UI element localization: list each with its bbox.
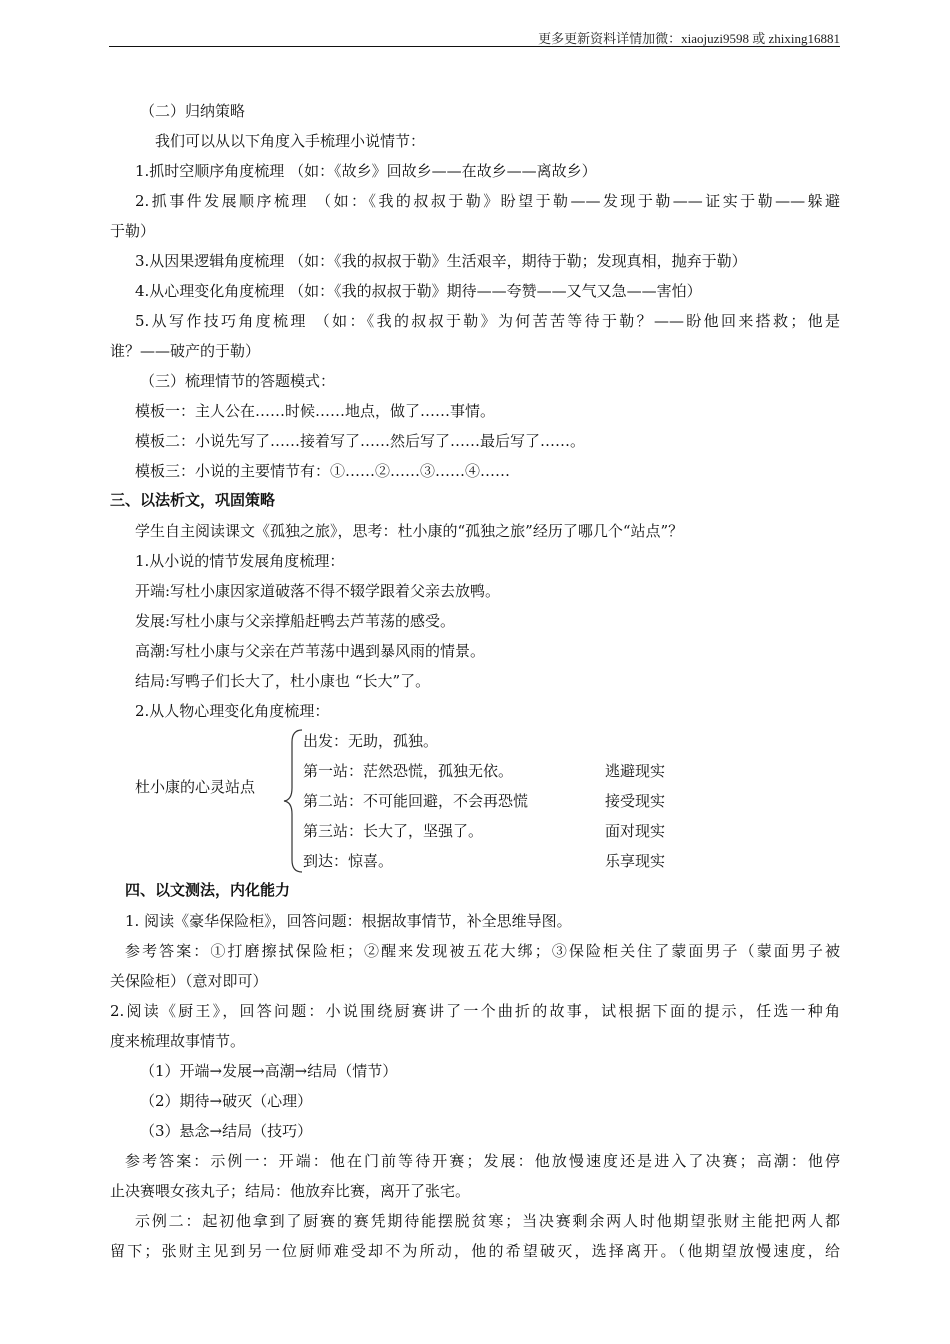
question-2: 2.阅读《厨王》，回答问题：小说围绕厨赛讲了一个曲折的故事，试根据下面的提示，任选一种角: [110, 1002, 840, 1020]
strategy-item-3: 3.从因果逻辑角度梳理 （如：《我的叔叔于勒》生活艰辛，期待于勒；发现真相，抛弃于勒）: [135, 252, 747, 270]
attitude-list: [605, 756, 665, 876]
question-1: 1. 阅读《豪华保险柜》，回答问题：根据故事情节，补全思维导图。: [125, 912, 572, 930]
page-header: 更多更新资料详情加微：xiaojuzi9598 或 zhixing16881: [538, 31, 840, 46]
station-1: 第一站：茫然恐慌，孤独无依。: [303, 762, 514, 780]
answer-example-1-cont: 止决赛喂女孩丸子；结局：他放弃比赛，离开了张宅。: [110, 1182, 471, 1200]
plot-development: 发展:写杜小康与父亲撑船赶鸭去芦苇荡的感受。: [135, 612, 456, 630]
station-start: 出发：无助，孤独。: [303, 732, 439, 750]
strategy-item-5: 5.从写作技巧角度梳理 （如：《我的叔叔于勒》为何苦苦等待于勒？——盼他回来搭救；他是: [135, 312, 840, 330]
hint-1: （1）开端→发展→高潮→结局（情节）: [140, 1062, 398, 1080]
answer-example-2: 示例二：起初他拿到了厨赛的赛凭期待能摆脱贫寒；当决赛剩余两人时他期望张财主能把两人都: [135, 1212, 840, 1230]
header-divider: [109, 46, 840, 47]
document-body: [110, 96, 840, 1266]
station-3: 第三站：长大了，坚强了。: [303, 822, 484, 840]
plot-opening: 开端:写杜小康因家道破落不得不辍学跟着父亲去放鸭。: [135, 582, 501, 600]
station-arrival: 到达：惊喜。: [303, 852, 394, 870]
plot-ending: 结局:写鸭子们长大了，杜小康也 “长大”了。: [135, 672, 431, 690]
question-1-answer: 参考答案：①打磨擦拭保险柜；②醒来发现被五花大绑；③保险柜关住了蒙面男子（蒙面男子被: [125, 942, 840, 960]
strategy-title: （二）归纳策略: [140, 102, 246, 120]
template-1: 模板一：主人公在……时候……地点，做了……事情。: [135, 402, 496, 420]
strategy-item-2-cont: 于勒）: [110, 222, 156, 240]
answer-example-1: 参考答案：示例一：开端：他在门前等待开赛；发展：他放慢速度还是进入了决赛；高潮：他停: [125, 1152, 840, 1170]
hint-2: （2）期待→破灭（心理）: [140, 1092, 313, 1110]
attitude-2: 接受现实: [605, 792, 666, 810]
attitude-4: 乐享现实: [605, 852, 666, 870]
station-2: 第二站：不可能回避，不会再恐慌: [303, 792, 529, 810]
strategy-intro: 我们可以从以下角度入手梳理小说情节：: [155, 132, 426, 150]
template-3: 模板三：小说的主要情节有：①……②……③……④……: [135, 462, 511, 480]
attitude-3: 面对现实: [605, 822, 666, 840]
strategy-item-2: 2.抓事件发展顺序梳理 （如：《我的叔叔于勒》盼望于勒——发现于勒——证实于勒——躲避: [135, 192, 840, 210]
template-2: 模板二：小说先写了……接着写了……然后写了……最后写了……。: [135, 432, 586, 450]
strategy-item-5-cont: 谁？——破产的于勒）: [110, 342, 261, 360]
plot-climax: 高潮:写杜小康与父亲在芦苇荡中遇到暴风雨的情景。: [135, 642, 486, 660]
hint-3: （3）悬念→结局（技巧）: [140, 1122, 313, 1140]
section-4-heading: 四、以文测法，内化能力: [125, 882, 291, 899]
answer-example-2-cont: 留下；张财主见到另一位厨师难受却不为所动，他的希望破灭，选择离开。（他期望放慢速度，给: [110, 1242, 840, 1260]
attitude-1: 逃避现实: [605, 762, 666, 780]
strategy-item-1: 1.抓时空顺序角度梳理 （如：《故乡》回故乡——在故乡——离故乡）: [135, 162, 597, 180]
mind-station-diagram: [110, 726, 840, 876]
question-1-answer-cont: 关保险柜）（意对即可）: [110, 972, 268, 990]
section-3-heading: 三、以法析文，巩固策略: [110, 492, 276, 509]
station-list: [303, 726, 528, 876]
question-2-cont: 度来梳理故事情节。: [110, 1032, 246, 1050]
section-3-intro: 学生自主阅读课文《孤独之旅》，思考：杜小康的“孤独之旅”经历了哪几个“站点”？: [135, 522, 684, 540]
psychology-subheading: 2.从人物心理变化角度梳理：: [135, 702, 330, 720]
curly-brace-icon: [282, 726, 304, 876]
strategy-item-4: 4.从心理变化角度梳理 （如：《我的叔叔于勒》期待——夸赞——又气又急——害怕）: [135, 282, 702, 300]
template-title: （三）梳理情节的答题模式：: [140, 372, 336, 390]
plot-subheading: 1.从小说的情节发展角度梳理：: [135, 552, 345, 570]
diagram-root-label: 杜小康的心灵站点: [135, 778, 256, 796]
